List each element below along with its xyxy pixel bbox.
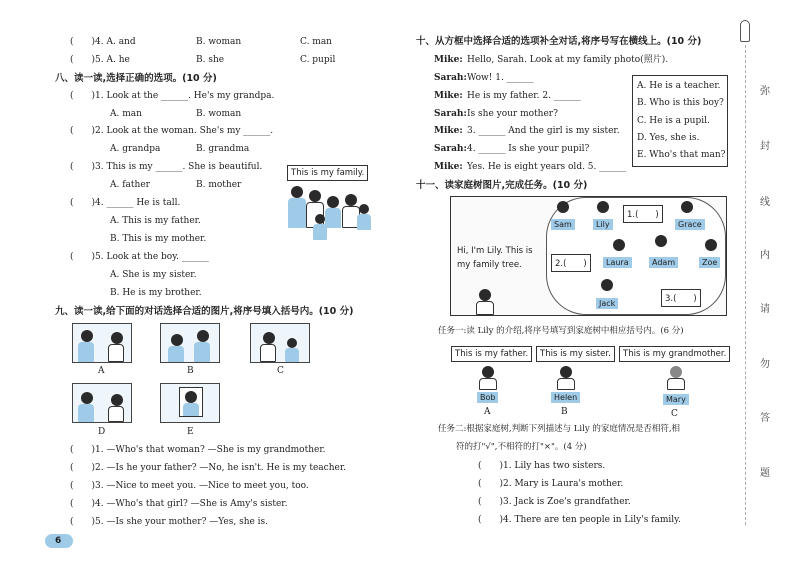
picture-b-label: B [187,366,194,376]
tree-name-zoe: Zoe [699,257,720,268]
lily-intro-text: Hi, I'm Lily. This is my family tree. [457,246,533,270]
task1-instruction: 任务一:读 Lily 的介绍,将序号填写到家庭树中相应括号内。(6 分) [438,326,684,336]
task2-instruction-line2: 符的打"√",不相符的打"×"。(4 分) [456,442,587,452]
section8-title: 八、读一读,选择正确的选项。(10 分) [55,73,217,84]
dialog-3-text: He is my father. 2. ______ [467,91,581,101]
option-c: C. He is a pupil. [637,116,710,126]
picture-c [250,323,310,363]
person-mary-label: C [671,409,678,419]
dialog-6-text: 4. ______ Is she your pupil? [467,144,590,154]
tree-name-jack: Jack [596,298,618,309]
dialog-3-speaker: Mike: [434,91,463,101]
q9-2: ( )2. —Is he your father? —No, he isn't. He is my teacher. [70,463,346,473]
section10-title: 十、从方框中选择合适的选项补全对话,将序号写在横线上。(10 分) [416,36,702,47]
page-number: 6 [55,536,62,546]
q8-4-b: B. This is my mother. [110,234,207,244]
q8-3-a: A. father [110,180,150,190]
person-helen: Helen [551,392,580,403]
intro-father: This is my father. [451,346,532,362]
q8-4: ( )4. ______ He is tall. [70,198,181,208]
q7-5: ( )5. A. he [70,55,130,65]
dialog-1-speaker: Mike: [434,55,463,65]
picture-c-label: C [277,366,284,376]
picture-a [72,323,132,363]
tree-name-adam: Adam [649,257,678,268]
page-number-badge [45,534,73,548]
dialog-6-speaker: Sarah: [434,144,467,154]
tree-blank-1[interactable]: 1.( ) [623,205,663,223]
picture-e [160,383,220,423]
picture-b [160,323,220,363]
q8-4-a: A. This is my father. [110,216,201,226]
dialog-5-text: 3. ______ And the girl is my sister. [467,126,620,136]
person-bob: Bob [477,392,498,403]
dialog-4-text: Is she your mother? [467,109,558,119]
options-box [632,75,728,167]
judge-4: ( )4. There are ten people in Lily's family. [478,515,681,525]
section11-title: 十一、读家庭树图片,完成任务。(10 分) [416,180,588,191]
q8-2: ( )2. Look at the woman. She's my ______. [70,126,274,136]
intro-grandmother: This is my grandmother. [619,346,730,362]
judge-2: ( )2. Mary is Laura's mother. [478,479,624,489]
judge-1: ( )1. Lily has two sisters. [478,461,606,471]
family-tree-frame [450,196,727,316]
q8-5-a: A. She is my sister. [110,270,197,280]
q7-4-c: C. man [300,37,332,47]
picture-d [72,383,132,423]
q9-1: ( )1. —Who's that woman? —She is my grandmother. [70,445,326,455]
side-char-8: 题 [760,468,770,479]
q8-1-a: A. man [110,109,142,119]
tree-name-sam: Sam [551,219,575,230]
q8-5: ( )5. Look at the boy. ______ [70,252,209,262]
picture-a-label: A [98,366,105,376]
task2-instruction-line1: 任务二:根据家庭树,判断下列描述与 Lily 的家庭情况是否相符,相 [438,424,681,434]
side-char-6: 勿 [760,359,770,370]
seal-line [745,45,746,525]
tree-name-grace: Grace [675,219,705,230]
side-char-7: 答 [760,413,770,424]
q8-2-b: B. grandma [196,144,250,154]
dialog-7-speaker: Mike: [434,162,463,172]
picture-e-label: E [187,427,194,437]
tree-name-lily: Lily [593,219,613,230]
q8-1: ( )1. Look at the ______. He's my grandpa. [70,91,275,101]
section9-title: 九、读一读,给下面的对话选择合适的图片,将序号填入括号内。(10 分) [55,306,354,317]
side-char-5: 请 [760,304,770,315]
dialog-7-text: Yes. He is eight years old. 5. ______ [467,162,627,172]
q9-5: ( )5. —Is she your mother? —Yes, she is. [70,517,269,527]
dialog-5-speaker: Mike: [434,126,463,136]
q8-3: ( )3. This is my ______. She is beautiful. [70,162,263,172]
dialog-4-speaker: Sarah: [434,109,467,119]
q7-4-b: B. woman [196,37,242,47]
family-illustration [285,182,375,244]
option-b: B. Who is this boy? [637,98,724,108]
tree-name-laura: Laura [603,257,632,268]
side-char-3: 线 [760,197,770,208]
dialog-2-text: Wow! 1. ______ [467,73,534,83]
side-char-1: 弥 [760,86,770,97]
picture-d-label: D [98,427,106,437]
q8-3-b: B. mother [196,180,242,190]
option-a: A. He is a teacher. [637,81,721,91]
q7-4: ( )4. A. and [70,37,136,47]
person-helen-label: B [561,407,568,417]
q8-2-a: A. grandpa [110,144,161,154]
q7-5-c: C. pupil [300,55,336,65]
judge-3: ( )3. Jack is Zoe's grandfather. [478,497,631,507]
q8-1-b: B. woman [196,109,242,119]
option-e: E. Who's that man? [637,150,726,160]
q9-3: ( )3. —Nice to meet you. —Nice to meet you, too. [70,481,309,491]
tree-blank-2[interactable]: 2.( ) [551,254,591,272]
side-char-4: 内 [760,250,770,261]
q7-5-b: B. she [196,55,225,65]
intro-sister: This is my sister. [536,346,615,362]
dialog-2-speaker: Sarah: [434,73,467,83]
option-d: D. Yes, she is. [637,133,700,143]
dialog-1-text: Hello, Sarah. Look at my family photo(照片). [467,55,669,65]
side-char-2: 封 [760,141,770,152]
family-speech-bubble: This is my family. [287,165,368,181]
tree-blank-3[interactable]: 3.( ) [661,289,701,307]
q8-5-b: B. He is my brother. [110,288,202,298]
q9-4: ( )4. —Who's that girl? —She is Amy's sister. [70,499,288,509]
person-mary: Mary [663,394,689,405]
pencil-icon [740,20,750,42]
person-bob-label: A [484,407,491,417]
